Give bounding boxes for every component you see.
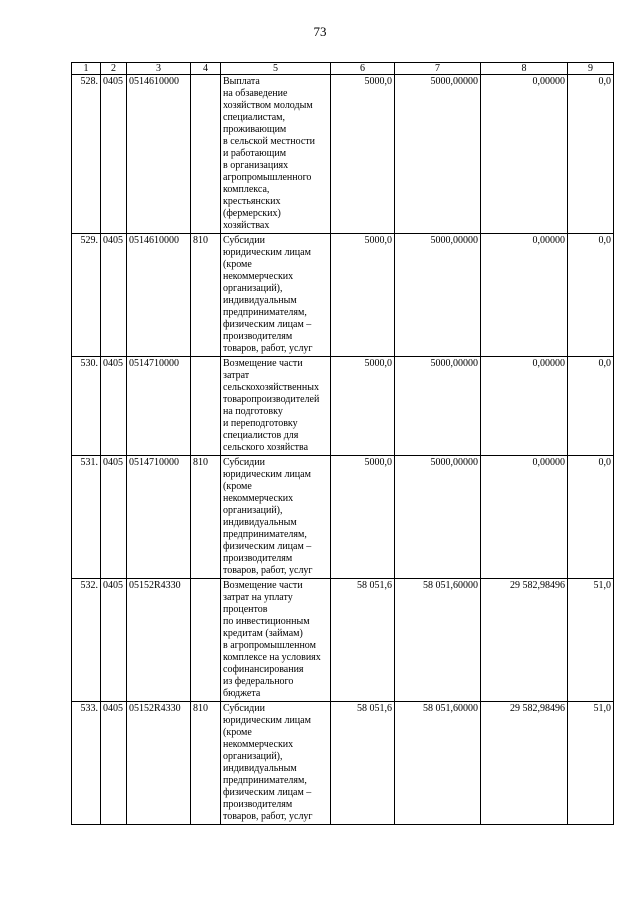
table-row: [72, 702, 614, 825]
item-name: Возмещение части затрат сельскохозяйственных товаропроизводителей на подготовку и переподготовку специалистов для сельского хозяйства: [221, 357, 331, 456]
expense-type-code: 810: [191, 456, 221, 579]
header-row: [72, 63, 614, 75]
table-row: [72, 357, 614, 456]
value-col-9: 0,0: [568, 456, 614, 579]
value-col-7: 58 051,60000: [395, 579, 481, 702]
column-header: 6: [331, 63, 395, 75]
value-col-8: 29 582,98496: [481, 702, 568, 825]
column-header: 9: [568, 63, 614, 75]
expense-type-code: 810: [191, 234, 221, 357]
page-number: 73: [313, 24, 327, 39]
column-header: 2: [101, 63, 127, 75]
value-col-9: 51,0: [568, 579, 614, 702]
section-code: 0405: [101, 234, 127, 357]
value-col-6: 58 051,6: [331, 702, 395, 825]
column-header: 4: [191, 63, 221, 75]
item-name: Субсидии юридическим лицам (кроме некоммерческих организаций), индивидуальным предпринимателям, физическим лицам – производителям товаров, работ, услуг: [221, 456, 331, 579]
value-col-6: 5000,0: [331, 75, 395, 234]
value-col-6: 58 051,6: [331, 579, 395, 702]
row-number: 532.: [72, 579, 101, 702]
expense-type-code: [191, 75, 221, 234]
value-col-9: 0,0: [568, 234, 614, 357]
value-col-6: 5000,0: [331, 456, 395, 579]
row-number: 531.: [72, 456, 101, 579]
target-article-code: 05152R4330: [127, 702, 191, 825]
value-col-9: 51,0: [568, 702, 614, 825]
column-header: 7: [395, 63, 481, 75]
row-number: 528.: [72, 75, 101, 234]
value-col-6: 5000,0: [331, 357, 395, 456]
value-col-8: 0,00000: [481, 456, 568, 579]
value-col-8: 0,00000: [481, 357, 568, 456]
column-header: 1: [72, 63, 101, 75]
column-header: 5: [221, 63, 331, 75]
target-article-code: 0514610000: [127, 75, 191, 234]
column-header: 3: [127, 63, 191, 75]
row-number: 530.: [72, 357, 101, 456]
item-name: Субсидии юридическим лицам (кроме некоммерческих организаций), индивидуальным предпринимателям, физическим лицам – производителям товаров, работ, услуг: [221, 234, 331, 357]
target-article-code: 0514710000: [127, 357, 191, 456]
section-code: 0405: [101, 75, 127, 234]
section-code: 0405: [101, 579, 127, 702]
value-col-9: 0,0: [568, 357, 614, 456]
row-number: 529.: [72, 234, 101, 357]
section-code: 0405: [101, 357, 127, 456]
item-name: Субсидии юридическим лицам (кроме некоммерческих организаций), индивидуальным предпринимателям, физическим лицам – производителям товаров, работ, услуг: [221, 702, 331, 825]
value-col-7: 5000,00000: [395, 234, 481, 357]
item-name: Выплата на обзаведение хозяйством молодым специалистам, проживающим в сельской местности и работающим в организациях агропромышленного комплекса, крестьянских (фермерских) хозяйствах: [221, 75, 331, 234]
table-row: [72, 75, 614, 234]
table-row: [72, 234, 614, 357]
value-col-9: 0,0: [568, 75, 614, 234]
value-col-8: 0,00000: [481, 234, 568, 357]
value-col-7: 58 051,60000: [395, 702, 481, 825]
table-row: [72, 579, 614, 702]
row-number: 533.: [72, 702, 101, 825]
value-col-6: 5000,0: [331, 234, 395, 357]
expense-type-code: [191, 357, 221, 456]
value-col-7: 5000,00000: [395, 456, 481, 579]
section-code: 0405: [101, 456, 127, 579]
item-name: Возмещение части затрат на уплату процентов по инвестиционным кредитам (займам) в агропромышленном комплексе на условиях софинансирования из федерального бюджета: [221, 579, 331, 702]
section-code: 0405: [101, 702, 127, 825]
value-col-7: 5000,00000: [395, 75, 481, 234]
target-article-code: 05152R4330: [127, 579, 191, 702]
value-col-7: 5000,00000: [395, 357, 481, 456]
target-article-code: 0514710000: [127, 456, 191, 579]
target-article-code: 0514610000: [127, 234, 191, 357]
expense-type-code: [191, 579, 221, 702]
budget-table: [71, 62, 614, 825]
table-row: [72, 456, 614, 579]
value-col-8: 29 582,98496: [481, 579, 568, 702]
expense-type-code: 810: [191, 702, 221, 825]
value-col-8: 0,00000: [481, 75, 568, 234]
column-header: 8: [481, 63, 568, 75]
